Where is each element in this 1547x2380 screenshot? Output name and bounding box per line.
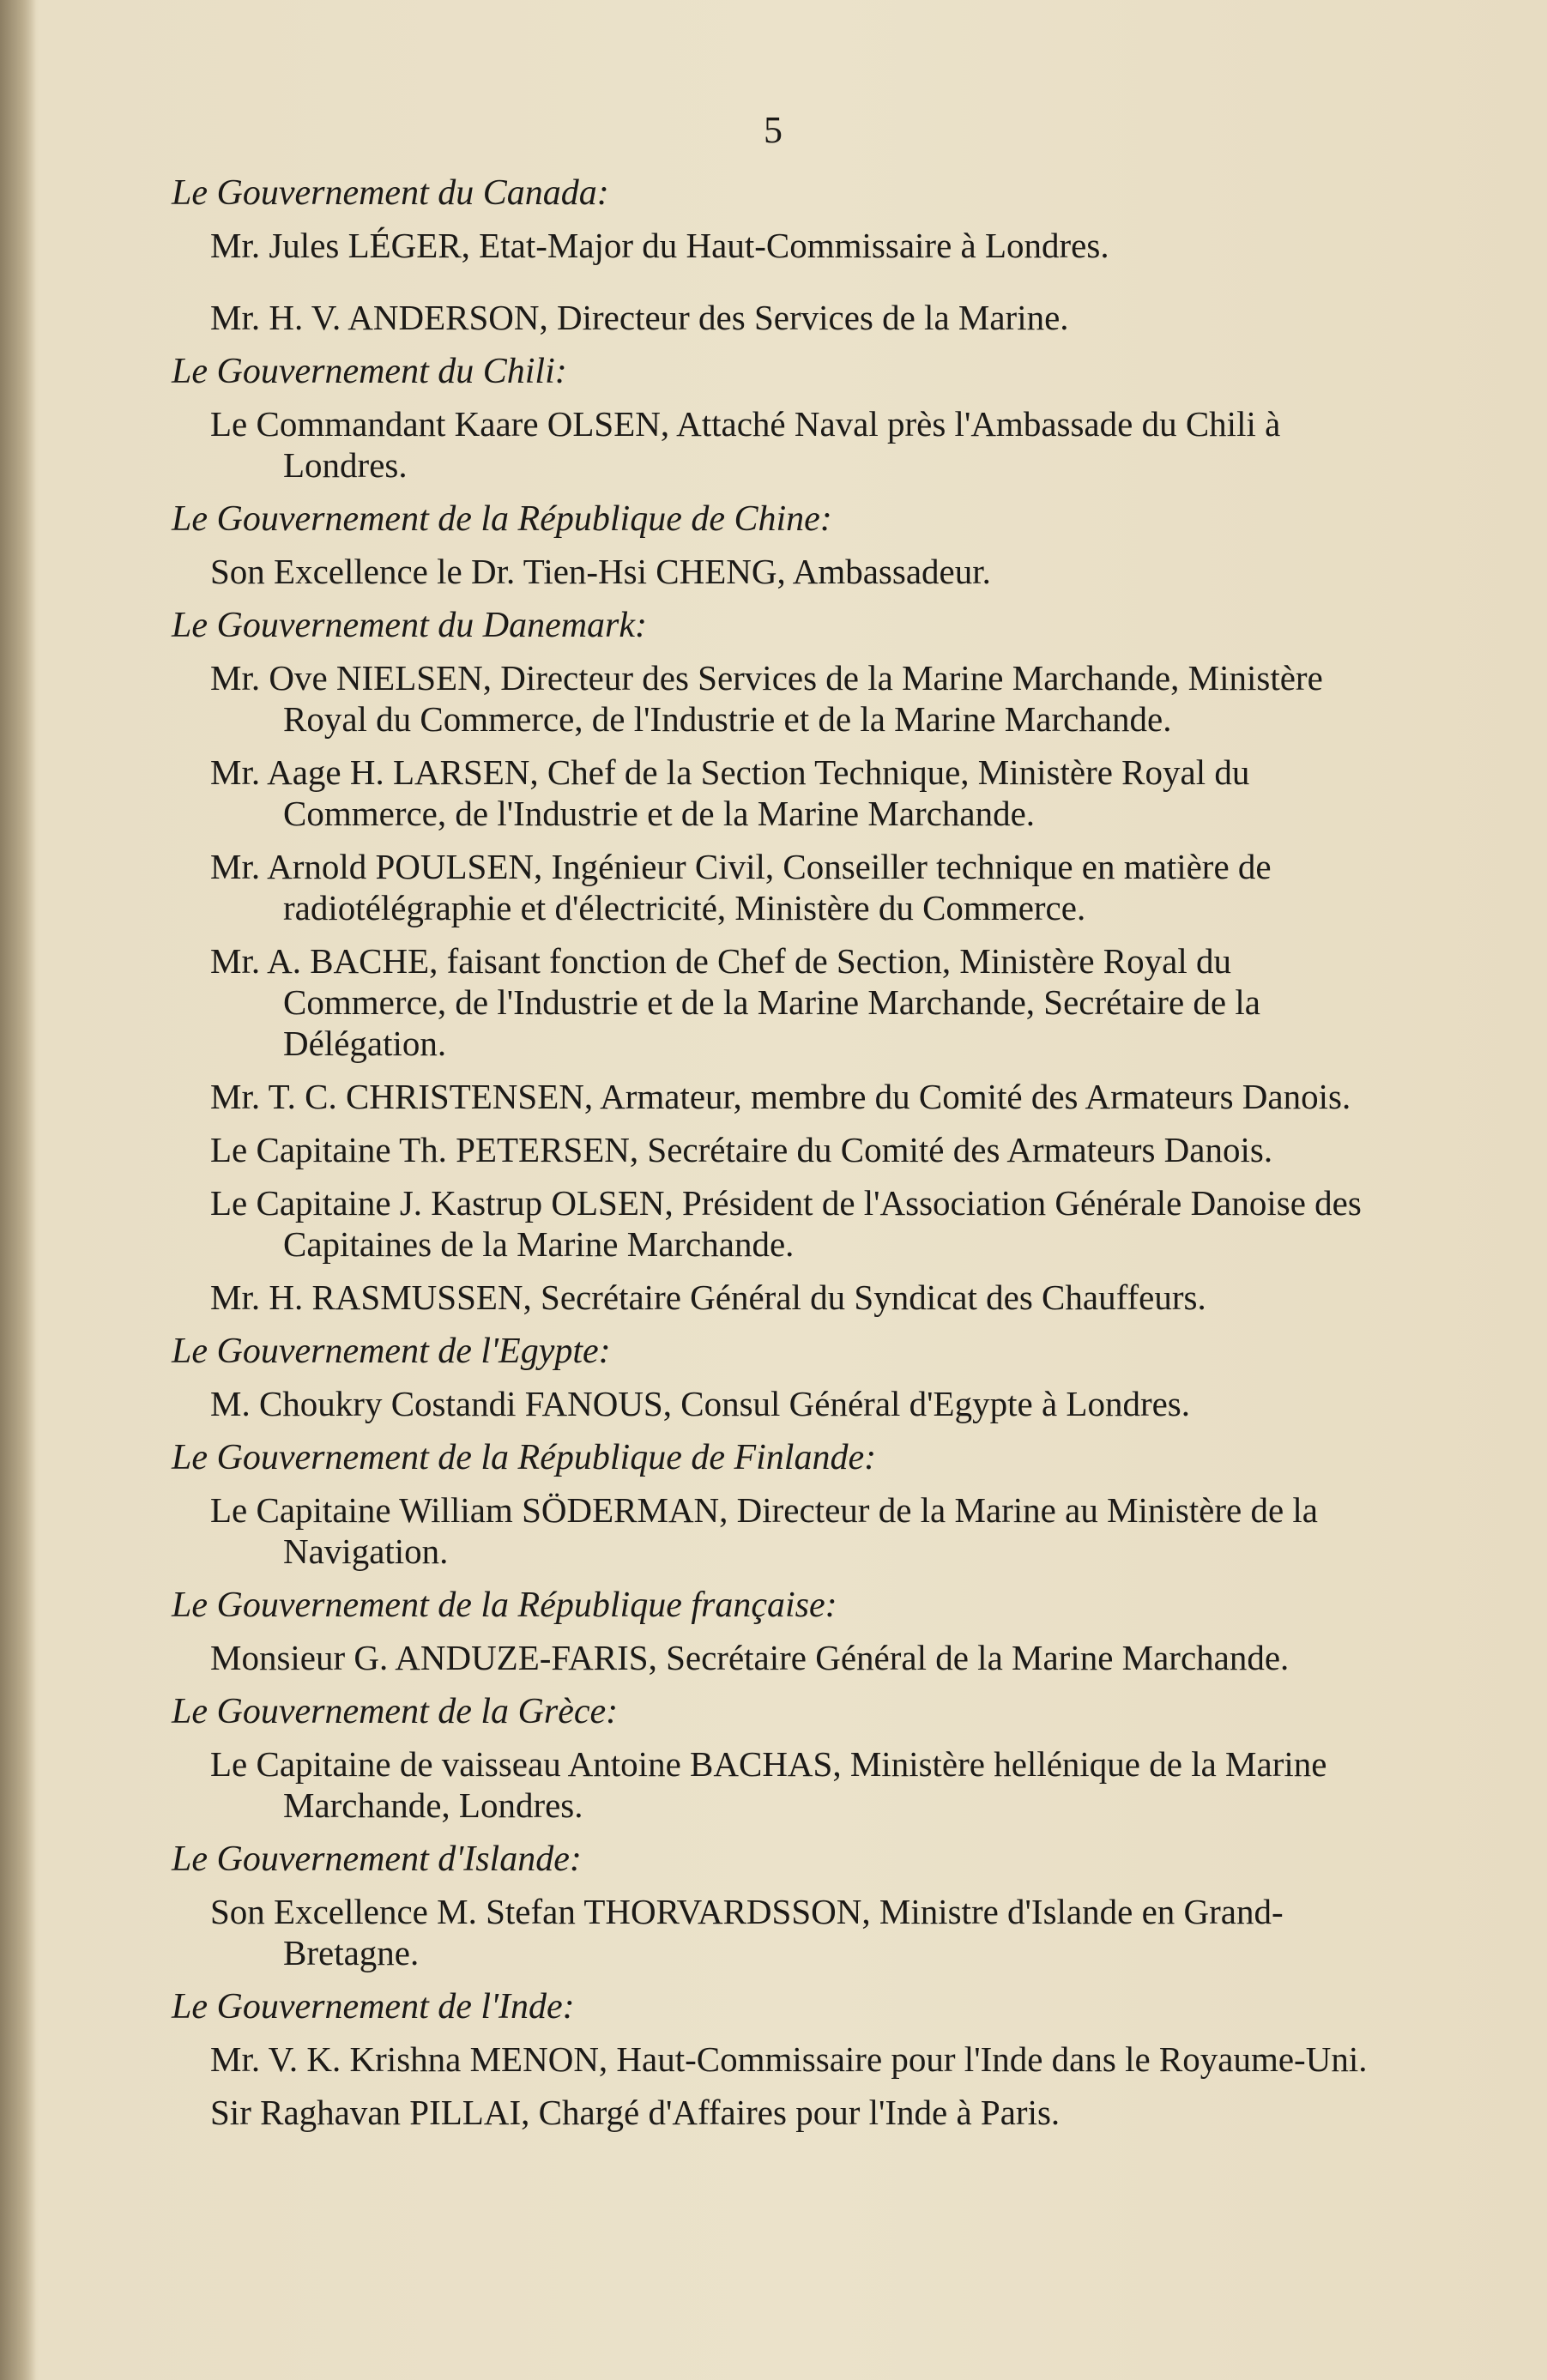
section-finland (172, 1436, 1390, 1572)
section-canada (172, 172, 1390, 338)
section-greece (172, 1690, 1390, 1826)
section-china (172, 498, 1390, 592)
delegate-entry: Son Excellence le Dr. Tien-Hsi CHENG, Ambassadeur. (210, 552, 991, 591)
section-heading: Le Gouvernement de l'Inde: (172, 1987, 575, 2027)
section-iceland (172, 1838, 1390, 1973)
section-denmark (172, 604, 1390, 1318)
section-heading: Le Gouvernement de l'Egypte: (172, 1332, 611, 1371)
delegate-entry: Mr. T. C. CHRISTENSEN, Armateur, membre du Comité des Armateurs Danois. (210, 1077, 1351, 1116)
delegate-entry: Son Excellence M. Stefan THORVARDSSON, Ministre d'Islande en Grand-Bretagne. (210, 1892, 1284, 1972)
delegate-entry: Le Capitaine Th. PETERSEN, Secrétaire du Comité des Armateurs Danois. (210, 1130, 1273, 1169)
delegate-entry: Le Capitaine de vaisseau Antoine BACHAS, Ministère hellénique de la Marine Marchande, Londres. (210, 1744, 1327, 1825)
delegate-entry: Mr. H. V. ANDERSON, Directeur des Services de la Marine. (210, 298, 1069, 337)
section-heading: Le Gouvernement du Danemark: (172, 606, 648, 645)
delegate-entry: Sir Raghavan PILLAI, Chargé d'Affaires pour l'Inde à Paris. (210, 2093, 1061, 2132)
page-number: 5 (764, 109, 783, 151)
section-heading: Le Gouvernement de la République de Chine: (172, 499, 832, 539)
section-france (172, 1584, 1390, 1678)
section-egypt (172, 1330, 1390, 1424)
section-heading: Le Gouvernement de la République de Finlande: (172, 1438, 877, 1477)
delegate-entry: Mr. H. RASMUSSEN, Secrétaire Général du Syndicat des Chauffeurs. (210, 1278, 1206, 1317)
delegate-entry: Monsieur G. ANDUZE-FARIS, Secrétaire Général de la Marine Marchande. (210, 1638, 1290, 1677)
delegate-entry: Mr. A. BACHE, faisant fonction de Chef de Section, Ministère Royal du Commerce, de l'Industrie et de la Marine Marchande, Secrétaire de la Délégation. (210, 941, 1260, 1063)
delegate-entry: Mr. Ove NIELSEN, Directeur des Services de la Marine Marchande, Ministère Royal du Commerce, de l'Industrie et de la Marine Marchande. (210, 658, 1323, 739)
section-heading: Le Gouvernement du Canada: (172, 173, 609, 213)
delegate-entry: Le Capitaine J. Kastrup OLSEN, Président de l'Association Générale Danoise des Capitaines de la Marine Marchande. (210, 1183, 1362, 1264)
delegate-entry: M. Choukry Costandi FANOUS, Consul Général d'Egypte à Londres. (210, 1384, 1190, 1423)
delegate-entry: Mr. Arnold POULSEN, Ingénieur Civil, Conseiller technique en matière de radiotélégraphie et d'électricité, Ministère du Commerce. (210, 847, 1272, 927)
section-chile (172, 350, 1390, 486)
book-spine-shadow (0, 0, 36, 2380)
section-heading: Le Gouvernement du Chili: (172, 352, 567, 391)
delegate-entry: Mr. V. K. Krishna MENON, Haut-Commissaire pour l'Inde dans le Royaume-Uni. (210, 2039, 1368, 2079)
delegate-entry: Mr. Aage H. LARSEN, Chef de la Section Technique, Ministère Royal du Commerce, de l'Industrie et de la Marine Marchande. (210, 752, 1250, 833)
section-heading: Le Gouvernement d'Islande: (172, 1839, 582, 1879)
delegate-entry: Le Capitaine William SÖDERMAN, Directeur de la Marine au Ministère de la Navigation. (210, 1490, 1318, 1571)
delegate-entry: Le Commandant Kaare OLSEN, Attaché Naval près l'Ambassade du Chili à Londres. (210, 404, 1281, 485)
delegation-list (172, 172, 1390, 2145)
delegate-entry: Mr. Jules LÉGER, Etat-Major du Haut-Commissaire à Londres. (210, 226, 1109, 265)
section-india (172, 1985, 1390, 2133)
section-heading: Le Gouvernement de la Grèce: (172, 1692, 619, 1731)
section-heading: Le Gouvernement de la République française: (172, 1586, 837, 1625)
